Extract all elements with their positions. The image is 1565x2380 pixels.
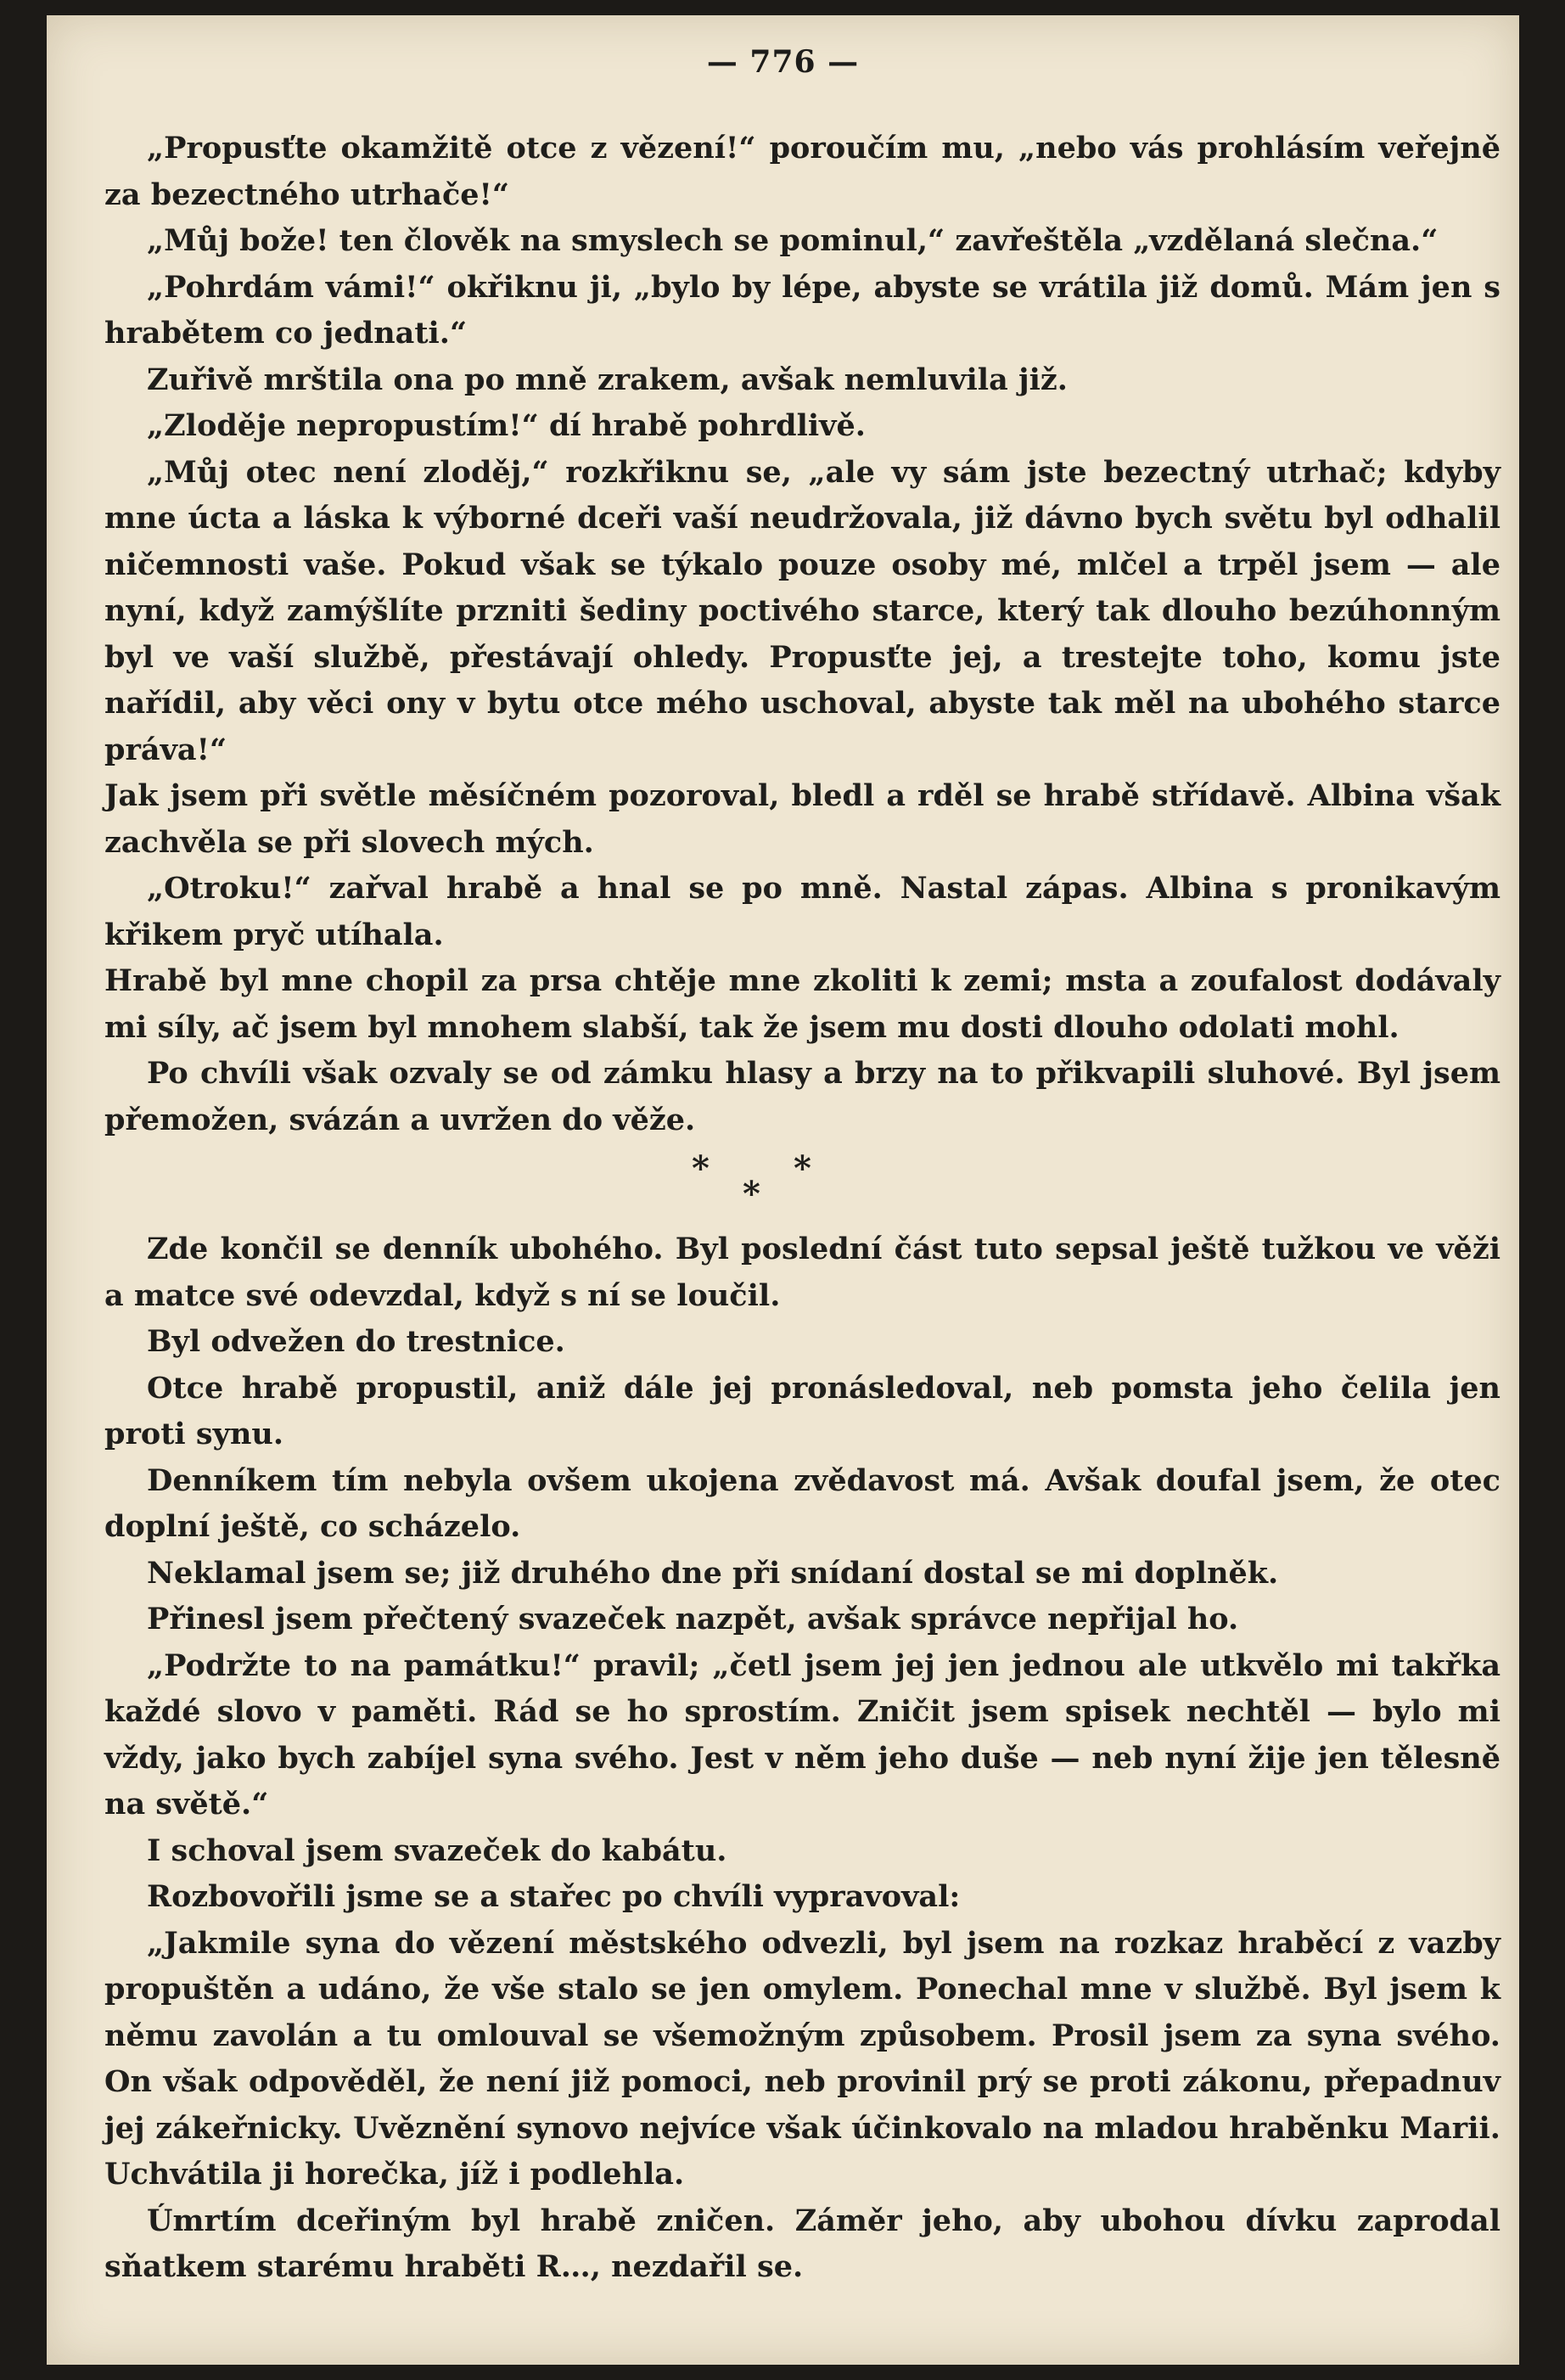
paragraph: Neklamal jsem se; již druhého dne při snídaní dostal se mi doplněk. [147,1555,1279,1591]
paragraph: „Můj otec není zloděj,“ rozkřiknu se, „ale vy sám jste bezectný utrhač; kdyby mne úcta a láska k výborné dceři vaší neudržovala, již dávno bych světu byl odhalil ničemnosti vaše. Pokud však se týkalo pouze osoby mé, mlčel a trpěl jsem — ale nyní, když zamýšlíte przniti šediny poctivého starce, který tak dlouho bezúhonným byl ve vaší službě, přestávají ohledy. Propusťte jej, a trestejte toho, komu jste nařídil, aby věci ony v bytu otce mého uschoval, abyste tak měl na ubohého starce práva!“ [104,454,1500,767]
paragraph: Zuřivě mrštila ona po mně zrakem, avšak nemluvila již. [147,362,1068,397]
paragraph: „Jakmile syna do vězení městského odvezli, byl jsem na rozkaz hraběcí z vazby propuštěn a udáno, že vše stalo se jen omylem. Ponechal mne v službě. Byl jsem k němu zavolán a tu omlouval se všemožným způsobem. Prosil jsem za syna svého. On však odpověděl, že není již pomoci, neb provinil prý se proti zákonu, přepadnuv jej zákeřnicky. Uvěznění synovo nejvíce však účinkovalo na mladou hraběnku Marii. Uchvátila ji horečka, jíž i podlehla. [104,1925,1500,2192]
paragraph: Otce hrabě propustil, aniž dále jej pronásledoval, neb pomsta jeho čelila jen proti synu. [104,1370,1500,1451]
paragraph: „Otroku!“ zařval hrabě a hnal se po mně. Nastal zápas. Albina s pronikavým křikem pryč utíhala. [104,871,1500,952]
page-number: — 776 — [706,44,860,80]
paragraph: Po chvíli však ozvaly se od zámku hlasy a brzy na to přikvapili sluhové. Byl jsem přemožen, svázán a uvržen do věže. [104,1056,1500,1137]
paragraph: „Můj bože! ten člověk na smyslech se pominul,“ zavřeštěla „vzdělaná slečna.“ [147,223,1439,258]
divider-star: * [692,1148,710,1188]
paragraph: Byl odvežen do trestnice. [147,1324,565,1359]
paragraph: Zde končil se denník ubohého. Byl poslední část tuto sepsal ještě tužkou ve věži a matce své odevzdal, když s ní se loučil. [104,1232,1500,1313]
divider-star: * [794,1148,811,1188]
paragraph: „Zloděje nepropustím!“ dí hrabě pohrdlivě. [147,408,866,443]
divider-star: * [743,1174,760,1214]
paragraph: „Pohrdám vámi!“ okřiknu ji, „bylo by lépe, abyste se vrátila již domů. Mám jen s hrabětem co jednati.“ [104,269,1500,351]
page-text [104,126,1500,2291]
book-page [47,15,1519,2365]
paragraph: „Podržte to na památku!“ pravil; „četl jsem jej jen jednou ale utkvělo mi takřka každé slovo v paměti. Rád se ho sprostím. Zničit jsem spisek nechtěl — bylo mi vždy, jako bych zabíjel syna svého. Jest v něm jeho duše — neb nyní žije jen tělesně na světě.“ [104,1647,1500,1821]
paragraph: Jak jsem při světle měsíčném pozoroval, bledl a rděl se hrabě střídavě. Albina však zachvěla se při slovech mých. [104,778,1500,860]
paragraph: Hrabě byl mne chopil za prsa chtěje mne zkoliti k zemi; msta a zoufalost dodávaly mi síly, ač jsem byl mnohem slabší, tak že jsem mu dosti dlouho odolati mohl. [104,963,1500,1045]
paragraph: Rozbovořili jsme se a stařec po chvíli vypravoval: [147,1879,961,1914]
paragraph: Denníkem tím nebyla ovšem ukojena zvědavost má. Avšak doufal jsem, že otec doplní ještě, co scházelo. [104,1462,1500,1544]
paragraph: Přinesl jsem přečtený svazeček nazpět, avšak správce nepřijal ho. [147,1602,1239,1636]
paragraph: I schoval jsem svazeček do kabátu. [147,1833,727,1868]
paragraph: „Propusťte okamžitě otce z vězení!“ poroučím mu, „nebo vás prohlásím veřejně za bezectného utrhače!“ [104,131,1500,212]
section-divider [104,1143,1500,1226]
paragraph: Úmrtím dceřiným byl hrabě zničen. Záměr jeho, aby ubohou dívku zaprodal sňatkem starému hraběti R…, nezdařil se. [104,2203,1500,2284]
